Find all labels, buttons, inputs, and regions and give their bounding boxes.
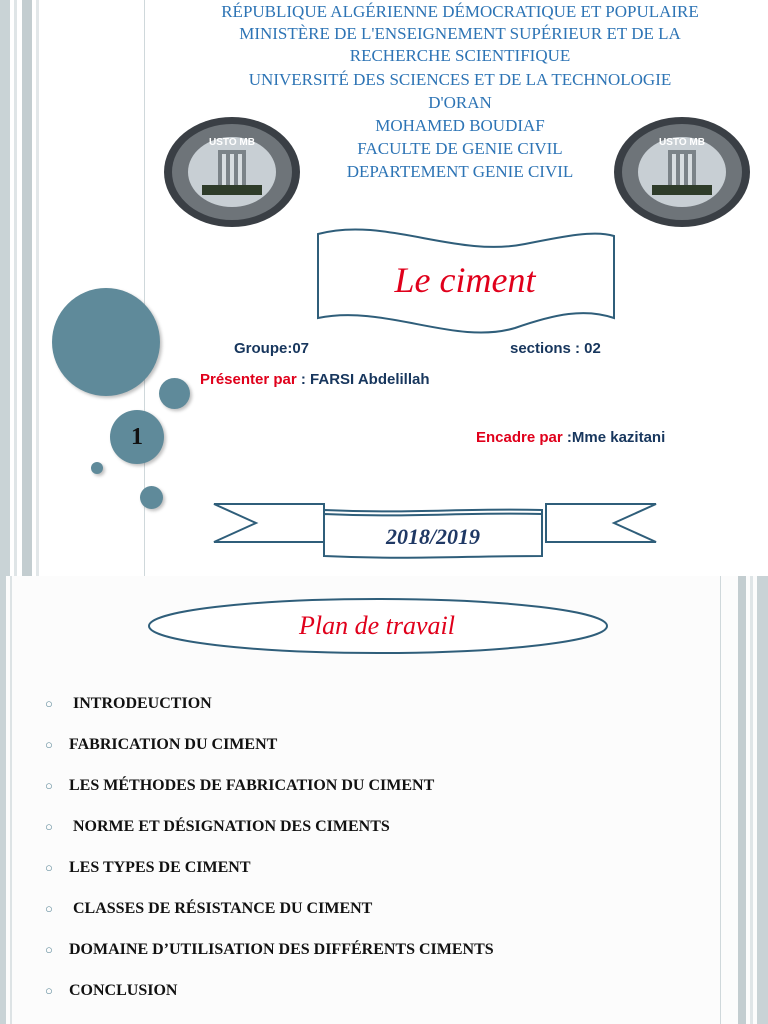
page-number-circle xyxy=(110,410,164,464)
list-item xyxy=(45,733,725,774)
presentation-title: Le ciment xyxy=(394,260,536,300)
plan-title: Plan de travail xyxy=(299,611,455,640)
header-line: UNIVERSITÉ DES SCIENCES ET DE LA TECHNOLOGIE xyxy=(248,70,672,89)
page-number: 1 xyxy=(131,423,143,450)
plan-list xyxy=(45,692,725,1020)
header-line: DEPARTEMENT GENIE CIVIL xyxy=(346,162,574,181)
left-decor-bar xyxy=(10,576,12,1024)
ring-bullet-icon: ○ xyxy=(45,737,53,752)
svg-text:USTO MB: USTO MB xyxy=(659,137,705,148)
header-line: FACULTE DE GENIE CIVIL xyxy=(357,139,563,158)
list-item xyxy=(45,774,725,815)
header-line: D'ORAN xyxy=(428,93,492,112)
right-decor-bar xyxy=(738,576,746,1024)
ring-bullet-icon: ○ xyxy=(45,860,53,875)
header-line: MOHAMED BOUDIAF xyxy=(375,116,545,135)
header-line: RÉPUBLIQUE ALGÉRIENNE DÉMOCRATIQUE ET POPULAIRE xyxy=(221,2,699,21)
list-item xyxy=(45,938,725,979)
list-item-text: NORME ET DÉSIGNATION DES CIMENTS xyxy=(69,818,390,835)
list-item-text: DOMAINE D’UTILISATION DES DIFFÉRENTS CIMENTS xyxy=(69,941,494,958)
decor-circle xyxy=(159,378,190,409)
university-logo-left xyxy=(162,115,302,230)
presenter-label: Présenter par xyxy=(200,371,297,388)
decor-circle-large xyxy=(52,288,160,396)
university-logo-right xyxy=(612,115,752,230)
ring-bullet-icon: ○ xyxy=(45,983,53,998)
right-decor-bar xyxy=(750,576,753,1024)
list-item-text: CLASSES DE RÉSISTANCE DU CIMENT xyxy=(69,900,373,917)
decor-circle xyxy=(140,486,163,509)
list-item-text: FABRICATION DU CIMENT xyxy=(69,736,278,753)
ring-bullet-icon: ○ xyxy=(45,696,53,711)
list-item xyxy=(45,979,725,1020)
list-item-text: CONCLUSION xyxy=(69,982,178,999)
ring-bullet-icon: ○ xyxy=(45,819,53,834)
list-item xyxy=(45,856,725,897)
list-item xyxy=(45,692,725,733)
plan-slide xyxy=(0,576,768,1024)
list-item-text: LES TYPES DE CIMENT xyxy=(69,859,251,876)
left-decor-bar xyxy=(0,576,6,1024)
right-decor-bar xyxy=(757,576,768,1024)
encadre-label: Encadre par xyxy=(476,429,563,446)
ring-bullet-icon: ○ xyxy=(45,778,53,793)
presenter-name: : FARSI Abdelillah xyxy=(296,371,430,388)
sections-label: sections : 02 xyxy=(510,340,601,357)
left-decor-bar xyxy=(36,0,39,576)
academic-year: 2018/2019 xyxy=(385,524,481,549)
left-decor-bar xyxy=(0,0,10,576)
encadre-name: :Mme kazitani xyxy=(562,429,666,446)
groupe-label: Groupe:07 xyxy=(234,340,310,357)
ring-bullet-icon: ○ xyxy=(45,942,53,957)
left-decor-bar xyxy=(22,0,32,576)
decor-circle-small xyxy=(91,462,103,474)
svg-text:USTO MB: USTO MB xyxy=(209,137,255,148)
left-decor-bar xyxy=(14,0,17,576)
ring-bullet-icon: ○ xyxy=(45,901,53,916)
list-item-text: LES MÉTHODES DE FABRICATION DU CIMENT xyxy=(69,777,435,794)
presenter-line xyxy=(200,371,430,388)
encadre-line xyxy=(476,429,665,446)
list-item xyxy=(45,897,725,938)
header-line: MINISTÈRE DE L'ENSEIGNEMENT SUPÉRIEUR ET DE LA xyxy=(239,24,681,43)
list-item xyxy=(45,815,725,856)
header-line: RECHERCHE SCIENTIFIQUE xyxy=(349,46,571,65)
list-item-text: INTRODEUCTION xyxy=(69,695,212,712)
